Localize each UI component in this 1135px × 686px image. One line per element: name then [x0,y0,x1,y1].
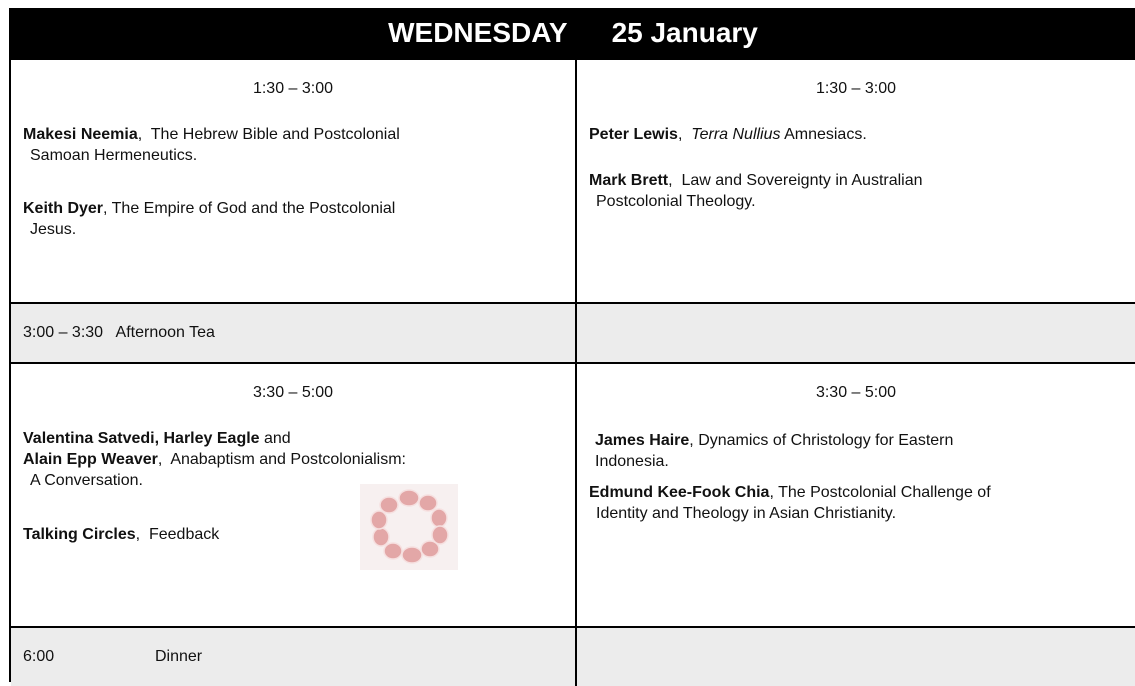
speaker-name: Talking Circles [23,526,136,543]
break-label: 3:00 – 3:30 Afternoon Tea [23,324,215,341]
talk-title: The Empire of God and the Postcolonial [111,200,396,217]
dinner-time: 6:00 [23,648,55,665]
speaker-names: Valentina Satvedi, Harley Eagle [23,430,260,447]
talk-entry [23,524,219,545]
talk-title: Amnesiacs. [780,126,867,143]
talk-title: The Hebrew Bible and Postcolonial [150,126,400,143]
separator: , [668,172,682,189]
talk-title-cont: Samoan Hermeneutics. [30,147,198,164]
speaker-name: Peter Lewis [589,126,678,143]
session-2-left [11,364,577,626]
speaker-name: Alain Epp Weaver [23,451,158,468]
separator: , [157,451,171,468]
dinner-label: Dinner [155,648,203,665]
speaker-name: Keith Dyer [23,200,104,217]
talk-entry [23,124,400,166]
session-1-right [577,60,1135,302]
pebble-circle-image [360,484,458,570]
session-2-right [577,364,1135,626]
break-right [577,304,1135,362]
talk-title-cont: A Conversation. [30,472,143,489]
talk-title: Anabaptism and Postcolonialism: [170,451,406,468]
talk-entry [595,430,953,472]
talk-title-cont: Postcolonial Theology. [596,193,756,210]
dinner-right [577,628,1135,686]
separator: , [689,432,699,449]
speaker-name: Edmund Kee-Fook Chia [589,484,770,501]
schedule-table [9,8,1135,682]
talk-title: Law and Sovereignty in Australian [681,172,923,189]
talk-title-cont: Indonesia. [595,453,669,470]
break-left [11,304,577,362]
talk-title: The Postcolonial Challenge of [778,484,991,501]
talk-title-cont: Identity and Theology in Asian Christianity. [596,505,897,522]
talk-entry [589,170,923,212]
talk-entry [589,124,867,145]
talk-title-italic: Terra Nullius [691,126,781,143]
talk-title: Feedback [148,526,220,543]
dinner-row [11,626,1135,686]
session-1-left-time: 1:30 – 3:00 [252,80,334,97]
day-header [11,8,1135,58]
talk-entry [589,482,991,524]
header-date: 25 January [611,17,758,48]
session-2-left-time: 3:30 – 5:00 [252,384,334,401]
talk-title: Dynamics of Christology for Eastern [698,432,954,449]
header-day: WEDNESDAY [388,17,568,48]
speaker-name: Makesi Neemia [23,126,138,143]
session-1-left [11,60,577,302]
talk-title-cont: Jesus. [30,221,77,238]
pebble-circle-icon [360,484,458,570]
separator: , [677,126,692,143]
dinner-content [23,628,202,686]
separator: , [137,126,151,143]
session-2-row [11,362,1135,626]
separator: , [769,484,779,501]
speaker-name: James Haire [595,432,690,449]
separator: , [103,200,112,217]
talk-entry [23,428,406,491]
separator: , [135,526,149,543]
session-2-right-time: 3:30 – 5:00 [815,384,897,401]
break-row [11,302,1135,362]
conjunction: and [259,430,291,447]
dinner-left [11,628,577,686]
speaker-name: Mark Brett [589,172,669,189]
talk-entry [23,198,395,240]
session-1-right-time: 1:30 – 3:00 [815,80,897,97]
session-1-row [11,58,1135,302]
